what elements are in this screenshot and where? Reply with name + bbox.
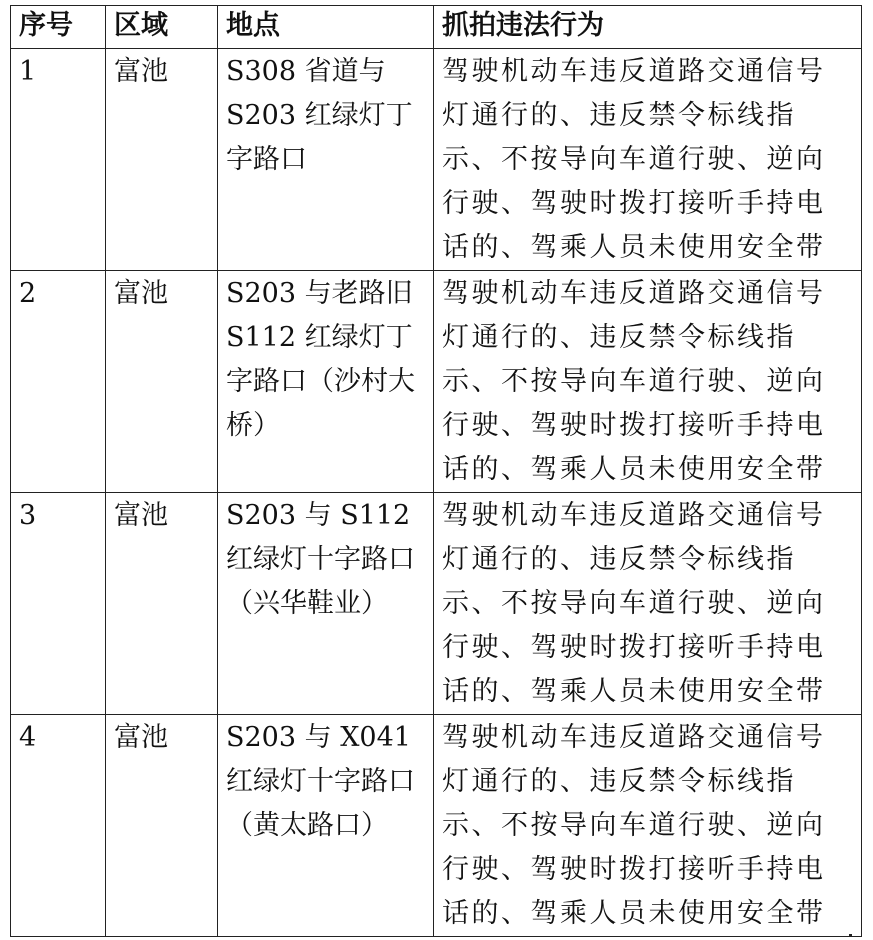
- header-row: [11, 6, 862, 49]
- cell-location: S203 与 S112 红绿灯十字路口（兴华鞋业）: [218, 493, 434, 715]
- cell-serial-number: 2: [11, 271, 106, 493]
- cell-area: 富池: [106, 715, 218, 937]
- cell-area: 富池: [106, 271, 218, 493]
- cell-serial-number: 4: [11, 715, 106, 937]
- header-area: 区域: [106, 6, 218, 49]
- violation-camera-table: [10, 5, 862, 937]
- cell-captured-violations: 驾驶机动车违反道路交通信号灯通行的、违反禁令标线指示、不按导向车道行驶、逆向行驶、驾驶时拨打接听手持电话的、驾乘人员未使用安全带: [434, 715, 862, 937]
- cell-serial-number: 1: [11, 49, 106, 271]
- cell-captured-violations: 驾驶机动车违反道路交通信号灯通行的、违反禁令标线指示、不按导向车道行驶、逆向行驶、驾驶时拨打接听手持电话的、驾乘人员未使用安全带: [434, 49, 862, 271]
- table-row: [11, 49, 862, 271]
- table-row: [11, 715, 862, 937]
- stray-mark: [849, 934, 852, 937]
- header-captured-violations: 抓拍违法行为: [434, 6, 862, 49]
- cell-location: S308 省道与 S203 红绿灯丁字路口: [218, 49, 434, 271]
- table-row: [11, 271, 862, 493]
- cell-captured-violations: 驾驶机动车违反道路交通信号灯通行的、违反禁令标线指示、不按导向车道行驶、逆向行驶、驾驶时拨打接听手持电话的、驾乘人员未使用安全带: [434, 271, 862, 493]
- header-serial-number: 序号: [11, 6, 106, 49]
- table-row: [11, 493, 862, 715]
- cell-serial-number: 3: [11, 493, 106, 715]
- cell-location: S203 与老路旧 S112 红绿灯丁字路口（沙村大桥）: [218, 271, 434, 493]
- cell-area: 富池: [106, 493, 218, 715]
- cell-location: S203 与 X041 红绿灯十字路口（黄太路口）: [218, 715, 434, 937]
- cell-captured-violations: 驾驶机动车违反道路交通信号灯通行的、违反禁令标线指示、不按导向车道行驶、逆向行驶、驾驶时拨打接听手持电话的、驾乘人员未使用安全带: [434, 493, 862, 715]
- cell-area: 富池: [106, 49, 218, 271]
- header-location: 地点: [218, 6, 434, 49]
